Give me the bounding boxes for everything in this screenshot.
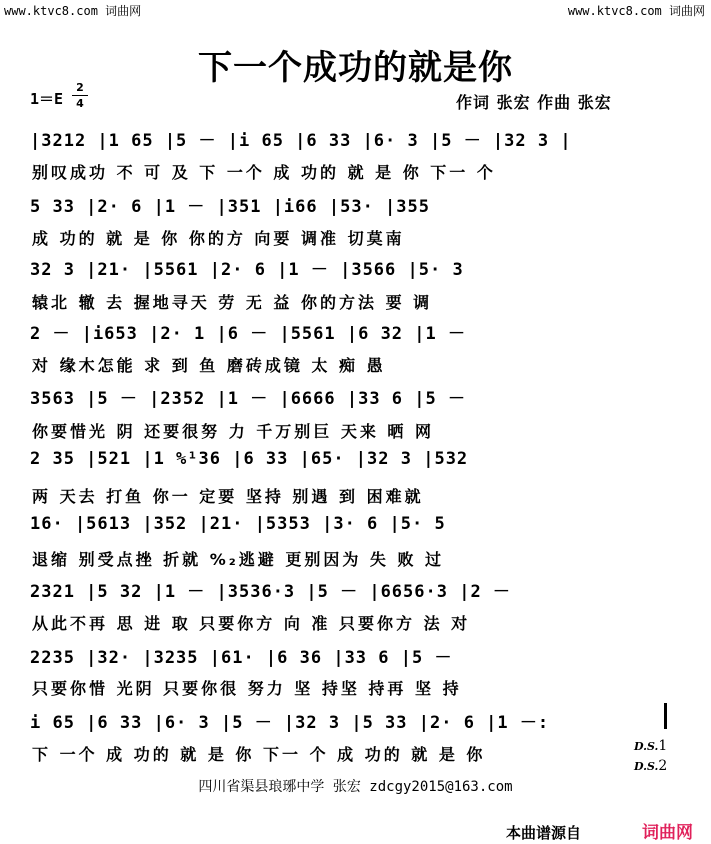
lyrics-row-7: 退缩 别受点挫 折就 %₂逃避 更别因为 失 败 过	[32, 550, 445, 569]
lyrics-row-6: 两 天去 打鱼 你一 定要 坚持 别遇 到 困难就	[32, 487, 424, 506]
final-repeat-bar	[664, 703, 667, 729]
lyrics-row-2: 成 功的 就 是 你 你的方 向要 调准 切莫南	[32, 229, 405, 248]
ds-marker-1	[634, 738, 667, 754]
lyrics-row-8: 从此不再 思 进 取 只要你方 向 准 只要你方 法 对	[32, 614, 471, 633]
lyrics-row-5: 你要惜光 阴 还要很努 力 千万别巨 天来 晒 网	[32, 422, 434, 441]
lyrics-row-1: 别叹成功 不 可 及 下 一个 成 功的 就 是 你 下一 个	[32, 163, 496, 182]
ds-label-2: D.S.	[634, 760, 659, 773]
lyrics-row-10: 下 一个 成 功的 就 是 你 下一 个 成 功的 就 是 你	[32, 745, 486, 764]
notation-row-1: |3212 |1 65 |5 － |i 65 |6 33 |6· 3 |5 － |32 3 |	[30, 131, 572, 151]
time-signature	[72, 82, 88, 109]
ds-marker-2	[634, 758, 667, 774]
time-signature-top: 2	[76, 81, 84, 94]
composer-credit: 作词 张宏 作曲 张宏	[456, 93, 612, 112]
source-label: 本曲谱源自	[506, 824, 582, 842]
lyrics-row-9: 只要你惜 光阴 只要你很 努力 坚 持坚 持再 坚 持	[32, 679, 462, 698]
time-signature-divider	[72, 95, 88, 96]
notation-row-9: 2235 |32· |3235 |61· |6 36 |33 6 |5 －	[30, 648, 453, 668]
notation-row-8: 2321 |5 32 |1 － |3536·3 |5 － |6656·3 |2 －	[30, 582, 511, 602]
site-url-left: www.ktvc8.com 词曲网	[4, 4, 142, 18]
lyrics-row-4: 对 缘木怎能 求 到 鱼 磨砖成镜 太 痴 愚	[32, 356, 386, 375]
notation-row-10: i 65 |6 33 |6· 3 |5 － |32 3 |5 33 |2· 6 |1 －:	[30, 713, 550, 733]
ds-label-1: D.S.	[634, 740, 659, 753]
site-url-right: www.ktvc8.com 词曲网	[567, 4, 705, 18]
notation-row-4: 2 － |i653 |2· 1 |6 － |5561 |6 32 |1 －	[30, 324, 466, 344]
notation-row-2: 5 33 |2· 6 |1 － |351 |i66 |53· |355	[30, 197, 430, 217]
ds-number-1: 1	[658, 738, 668, 754]
ds-number-2: 2	[658, 758, 668, 774]
song-title: 下一个成功的就是你	[198, 48, 513, 88]
time-signature-bottom: 4	[76, 97, 84, 110]
brand-logo: 词曲网	[642, 823, 693, 843]
notation-row-5: 3563 |5 － |2352 |1 － |6666 |33 6 |5 －	[30, 389, 466, 409]
lyrics-row-3: 辕北 辙 去 握地寻天 劳 无 益 你的方法 要 调	[32, 293, 433, 312]
notation-row-3: 32 3 |21· |5561 |2· 6 |1 － |3566 |5· 3	[30, 260, 464, 280]
key-signature: 1＝E	[30, 90, 64, 108]
author-footer: 四川省渠县琅琊中学 张宏 zdcgy2015@163.com	[198, 779, 513, 795]
notation-row-6: 2 35 |521 |1 %¹36 |6 33 |65· |32 3 |532	[30, 449, 469, 469]
notation-row-7: 16· |5613 |352 |21· |5353 |3· 6 |5· 5	[30, 514, 446, 534]
